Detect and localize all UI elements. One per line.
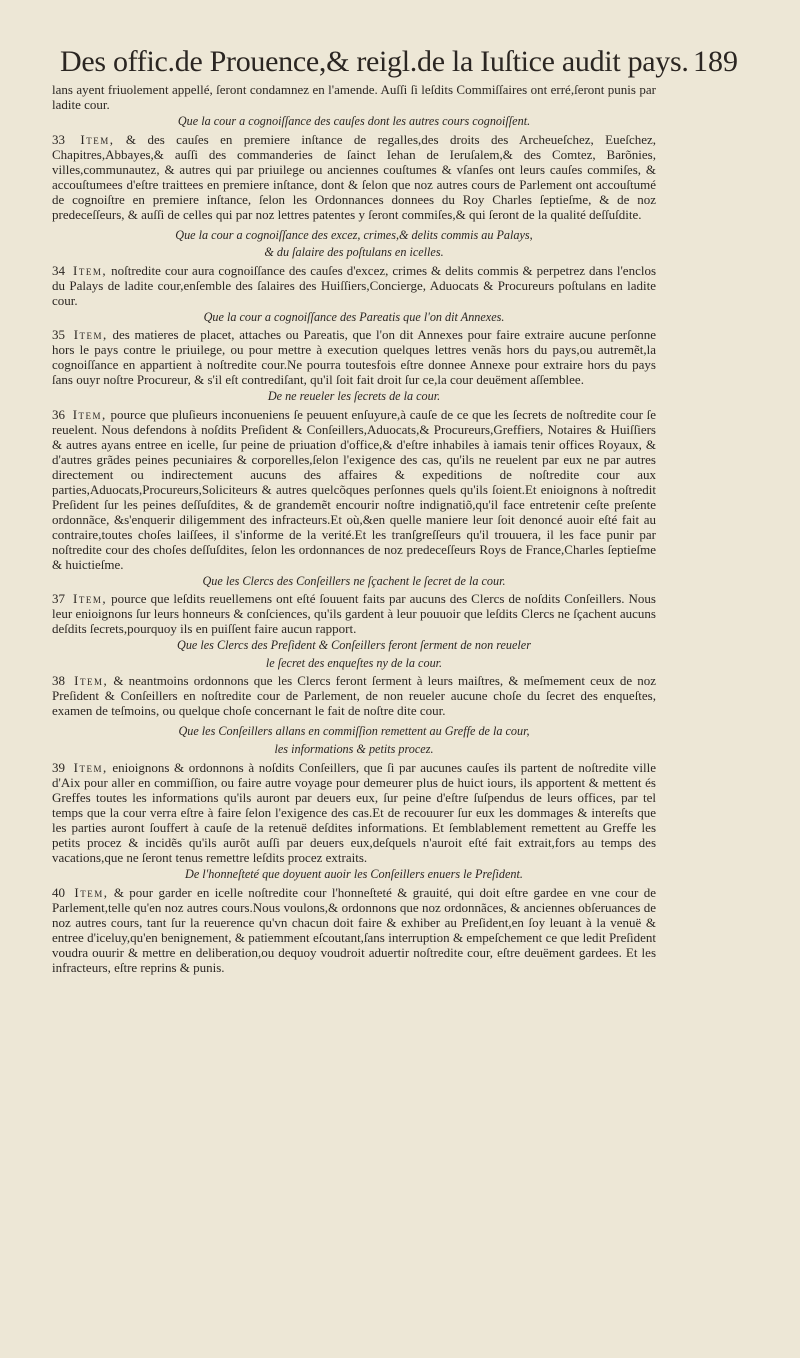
article-text: & neantmoins ordonnons que les Clercs feront ſerment à leurs maiſtres, & meſmement ceux de noz Preſident & Conſeillers en noſtredite cour de Parlement, de non reueler aucune choſe du ſecret des enqueſtes, examen de teſmoins, ou quelque choſe concernant le fait de noſtre dite cour. [52,673,657,718]
page-header [60,42,738,82]
article-text: pource que pluſieurs inconueniens ſe peuuent enſuyure,à cauſe de ce que les ſecrets de noſtredite cour ſe reuelent. Nous defendons à noſdits Preſident & Conſeillers,Aduocats,& Procureurs,Greffiers, Notaires & Huiſſiers & autres ayans entree en icelle, ſur peine de priuation d'office,& d'eſtre inhabiles à iamais tenir offices Royaux, & d'autres grãdes peines pecuniaires & corporelles,ſelon l'exigence des cas, qu'ils ne reuelent par eux ne par autres directement ou indirectement aucuns des affaires & expeditions de noſtredite cour aux parties,Aduocats,Procureurs,Soliciteurs & autres quelcõques perſonnes quels qu'ils ſoient.Et enioignons à noſtredit Preſident ſur les peines deſſuſdites, & de grandemẽt encourir noſtre indignatiõ,qu'il face entretenir ceſte preſente ordonnãce, &s'enquerir diligemment des infracteurs.Et où,&en quelle maniere leur ſoit denoncé auoir eſté fait au contraire,toutes choſes laiſſees, il s'informe de la verité.Et les tranſgreſſeurs qu'il trouuera, il les face punir par noſtredite cour des choſes deſſuſdites, ſelon les ordonnances de noz predeceſſeurs Roys de France,Charles ſeptieſme & huictieſme. [52,406,657,572]
running-title: Des offic.de Prouence,& reigl.de la Iuſtice audit pays. [60,45,689,78]
article-number: 36 [52,406,65,422]
article-number: 39 [52,760,65,775]
article-number: 40 [52,884,65,900]
article-36 [52,407,656,572]
bottom-margin [52,975,656,985]
article-34 [52,263,656,308]
article-text: & pour garder en icelle noſtredite cour l'honneſteté & grauité, qui doit eſtre gardee en vne cour de Parlement,telle qu'en noz autres cours.Nous voulons,& ordonnons que noz ordonnãces, & anciennes obſeruances de noz autres cours, tant ſur la reuerence qu'vn chacun doit faire & exhiber au Preſident,en ſoy leuant à la venuë & entree d'iceluy,qu'en benignement, & patiemment eſcoutant,ſans interruption & empeſchement ce que ledit Preſident voudra ouurir & mettre en deliberation,ou dequoy voudroit aduertir noſtredite cour, eſtre deuëment gardees. Et les infracteurs, eſtre reprins & punis. [52,884,657,975]
article-text: pource que leſdits reuellemens ont eſté ſouuent faits par aucuns des Clercs de noſdits Conſeillers. Nous leur enioignons ſur leurs honneurs & conſciences, qu'ils gardent à leur pouuoir que leſdits Clercs ne ſçachent aucuns deſdits ſecrets,pourquoy ils en puiſſent faire aucun rapport. [52,591,656,636]
article-lead: Item, [74,884,109,900]
section-heading: De ne reueler les ſecrets de la cour. [267,389,441,403]
article-lead: Item, [73,760,108,775]
article-number: 38 [52,673,65,688]
article-lead: Item, [80,131,115,147]
article-number: 35 [52,327,65,342]
article-39 [52,760,656,865]
section-heading: Que la cour a cognoiſſance des Pareatis que l'on dit Annexes. [203,309,505,324]
article-text: des matieres de placet, attaches ou Pareatis, que l'on dit Annexes pour faire extraire aucune perſonne hors le pays contre le priuilege, ou pour mettre à execution quelques lettres venãs hors du pays,ou autremẽt,la cognoiſſance en appartient à noſtredite cour.Ne pourra toutesfois eſtre donnee Annexe pour extraire hors du pays ſans ouyr noſtre Procureur, & s'il eſt contrediſant, qu'il ſoit fait droit ſur ce,la cour deuëment aſſemblee. [52,327,656,387]
page-number: 189 [693,45,738,78]
article-text: noſtredite cour aura cognoiſſance des cauſes d'excez, crimes & delits commis & perpetrez dans l'enclos du Palays de ladite cour,enſemble des ſalaires des Huiſſiers,Concierge, Aduocats & Procureurs poſtulans en ladite cour. [52,262,657,308]
article-text: enioignons & ordonnons à noſdits Conſeillers, que ſi par aucunes cauſes ils partent de noſtredite ville d'Aix pour aller en commiſſion, ou faire autre voyage pour demeurer plus de huict iours, ils apportent & mettent és Greffes toutes les informations qu'ils auront par deuers eux, ſur peine d'eſtre ſuſpendus de leurs offices, par tel temps que la cour verra eſtre à faire ſelon l'exigence des cas.Et de recouurer ſur eux les dommages & intereſts que les parties auront ſouffert à cauſe de la retenuë deſdites informations. Et ſemblablement remettent au Greffe les petits procez & incidẽs qu'ils aurõt auſſi par deuers eux,deſquels n'auroit eſté fait extrait,fors au temps des vacations,que ne ſeront tenus remettre leſdits procez extraits. [52,760,656,865]
article-lead: Item, [73,262,108,278]
article-number: 37 [52,591,65,606]
section-heading: De l'honneſteté que doyuent auoir les Conſeillers enuers le Preſident. [185,867,523,881]
article-lead: Item, [73,327,108,342]
article-38 [52,673,656,718]
article-33 [52,132,656,222]
section-heading-continued: les informations & petits procez. [274,741,434,756]
section-heading-continued: le ſecret des enqueſtes ny de la cour. [265,655,443,670]
article-lead: Item, [74,673,109,688]
section-heading: Que la cour a cognoiſſance des cauſes dont les autres cours cognoiſſent. [177,114,531,128]
section-heading: Que les Clercs des Conſeillers ne ſçachent le ſecret de la cour. [202,573,506,588]
article-35 [52,327,656,387]
section-heading: Que les Conſeillers allans en commiſſion remettent au Greffe de la cour, [178,724,530,738]
article-lead: Item, [72,406,107,422]
section-heading: Que la cour a cognoiſſance des excez, crimes,& delits commis au Palays, [175,227,533,242]
article-number: 34 [52,262,65,278]
article-text: & des cauſes en premiere inſtance de regalles,des droits des Archeueſchez, Eueſchez, Chapitres,Abbayes,& auſſi des commanderies de ſainct Iehan de Ieruſalem,& des Comtez, Barõnies, villes,communautez, & autres qui par priuilege ou anciennes couſtumes & vſanſes ont leurs cauſes commiſes, & accouſtumees d'eſtre traittees en premiere inſtance, dont & ſelon que noz autres cours de Parlement ont accouſtumé de cognoiſtre en premiere inſtance, ſelon les Ordonnances donnees du Roy Charles ſeptieſme, & de noz predeceſſeurs, & auſſi de celles qui par noz lettres patentes y ſeront commiſes,& qui ſeront de la qualité deſſuſdite. [52,131,657,222]
article-number: 33 [52,131,65,147]
main-text [52,82,656,985]
article-37 [52,591,656,636]
article-40 [52,885,656,975]
article-lead: Item, [73,591,108,606]
intro-paragraph: lans ayent friuolement appellé, ſeront condamnez en l'amende. Auſſi ſi leſdits Commiſſaires ont erré,ſeront punis par ladite cour. [52,82,656,112]
section-heading-continued: & du ſalaire des poſtulans en icelles. [264,245,444,259]
section-heading: Que les Clercs des Preſident & Conſeillers feront ſerment de non reueler [177,638,531,652]
